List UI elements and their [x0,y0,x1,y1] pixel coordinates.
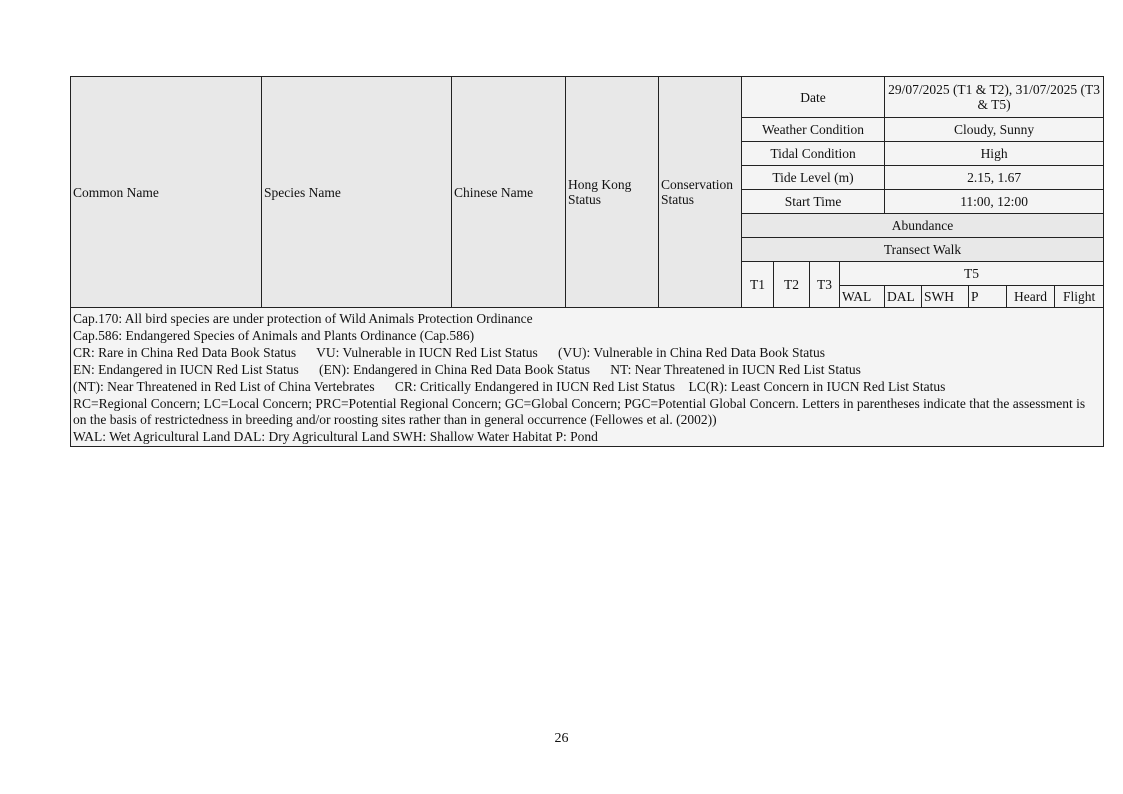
date-label: Date [742,77,885,118]
start-time-label: Start Time [742,190,885,214]
t5-col-wal: WAL [840,286,885,308]
t5-col-heard: Heard [1007,286,1055,308]
transect-t2: T2 [774,262,810,308]
transect-walk-label: Transect Walk [742,238,1104,262]
abundance-label: Abundance [742,214,1104,238]
weather-label: Weather Condition [742,118,885,142]
header-chinese-name: Chinese Name [452,77,566,308]
start-time-value: 11:00, 12:00 [885,190,1104,214]
note-cap586: Cap.586: Endangered Species of Animals and Plants Ordinance (Cap.586) [73,327,475,343]
header-conservation-status: Conservation Status [659,77,742,308]
tidal-label: Tidal Condition [742,142,885,166]
note-status-codes-3: (NT): Near Threatened in Red List of China Vertebrates CR: Critically Endangered in IUCN Red List Status LC(R): Least Concern in IUCN Red List Status [73,378,946,394]
date-value: 29/07/2025 (T1 & T2), 31/07/2025 (T3 & T5) [885,77,1104,118]
table-notes [71,308,1104,447]
t5-col-dal: DAL [885,286,922,308]
t5-col-p: P [969,286,1007,308]
transect-t1: T1 [742,262,774,308]
note-status-codes-1: CR: Rare in China Red Data Book Status VU: Vulnerable in IUCN Red List Status (VU): Vulnerable in China Red Data Book Status [73,344,826,360]
note-cap170: Cap.170: All bird species are under protection of Wild Animals Protection Ordinance [73,311,533,326]
t5-col-swh: SWH [922,286,969,308]
note-concern-levels: RC=Regional Concern; LC=Local Concern; PRC=Potential Regional Concern; GC=Global Concern; PGC=Potential Global Concern. Letters in parentheses indicate that the assessment is on the basis of restrictedness in breeding and/or roosting sites rather than in general occurrence (Fellowes et al. (2002)) [73,395,1086,428]
transect-t3: T3 [810,262,840,308]
t5-col-flight: Flight [1055,286,1104,308]
tide-level-value: 2.15, 1.67 [885,166,1104,190]
header-hong-kong-status: Hong Kong Status [566,77,659,308]
note-status-codes-2: EN: Endangered in IUCN Red List Status (EN): Endangered in China Red Data Book Status NT: Near Threatened in IUCN Red List Status [73,361,861,377]
weather-value: Cloudy, Sunny [885,118,1104,142]
note-habitat-codes: WAL: Wet Agricultural Land DAL: Dry Agricultural Land SWH: Shallow Water Habitat P: Pond [73,429,598,445]
header-common-name: Common Name [71,77,262,308]
tide-level-label: Tide Level (m) [742,166,885,190]
header-species-name: Species Name [262,77,452,308]
tidal-value: High [885,142,1104,166]
species-survey-table [70,76,1104,447]
transect-t5: T5 [840,262,1104,286]
page-number: 26 [554,731,569,746]
